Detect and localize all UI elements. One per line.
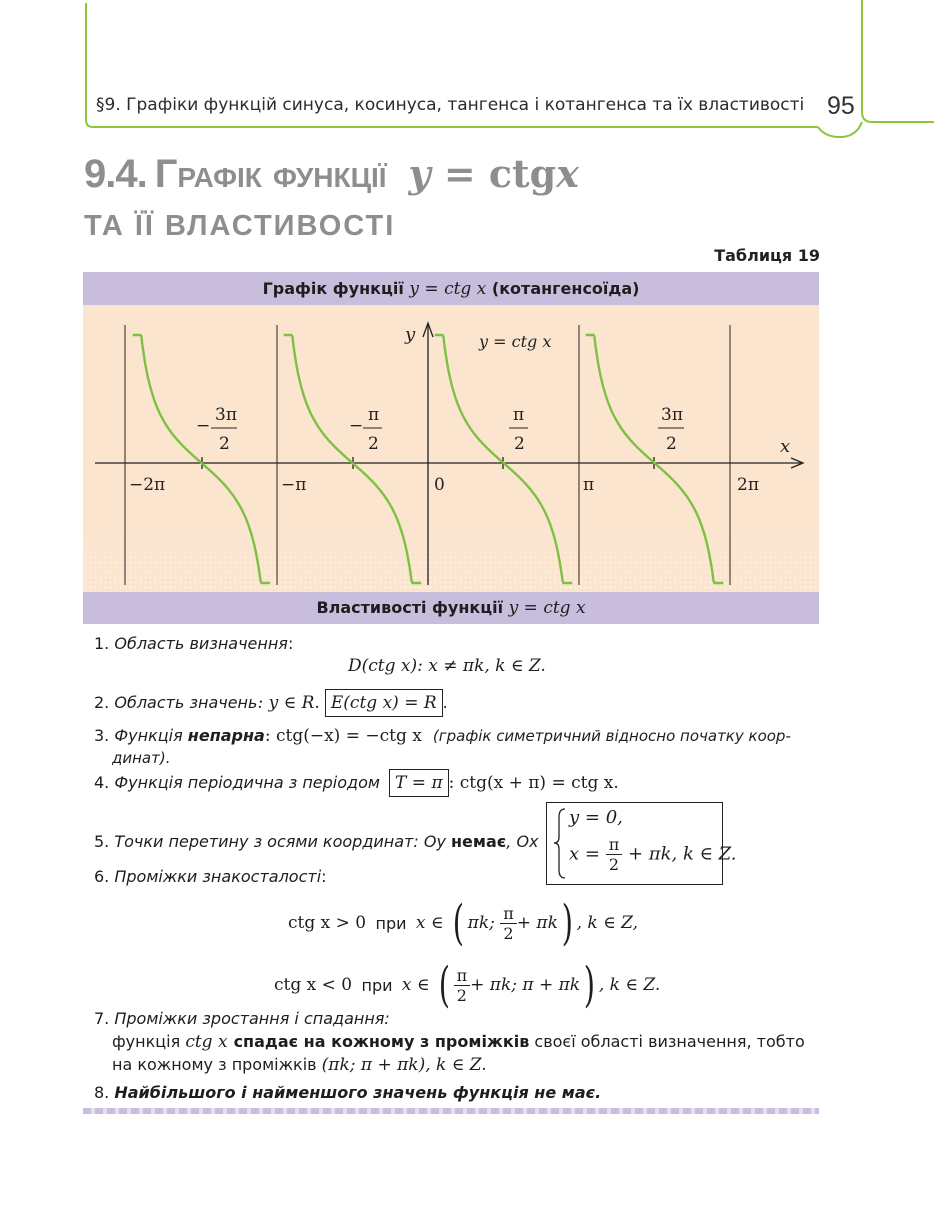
table-bottom-rule	[83, 1108, 819, 1114]
graph-header-pre: Графік функції	[262, 279, 410, 298]
zero-label-minus-pi-2	[349, 405, 382, 454]
property-4-formula: : ctg(x + π) = ctg x.	[448, 773, 619, 793]
property-2-number: 2.	[94, 693, 110, 712]
svg-text:3π: 3π	[215, 405, 237, 425]
curve-label: y = ctg x	[479, 332, 552, 351]
property-7-line-1: функція ctg x спадає на кожному з проміжків своєї області визначення, тобто	[112, 1032, 805, 1052]
running-head: §9. Графіки функцій синуса, косинуса, тангенса і котангенса та їх властивості	[96, 95, 805, 115]
properties-header	[83, 592, 819, 624]
property-7-line-2: на кожному з проміжків (πk; π + πk), k ∈ Z.	[112, 1055, 487, 1075]
property-5-pre: Точки перетину з осями координат: Oy	[114, 832, 451, 851]
property-3-pre: Функція	[114, 726, 188, 745]
header-frame	[0, 0, 934, 140]
svg-text:2: 2	[368, 434, 379, 454]
svg-text:2: 2	[219, 434, 230, 454]
graph-header-formula: y = ctg x	[409, 279, 487, 299]
property-3	[94, 725, 791, 747]
property-4	[94, 769, 619, 797]
property-5-system-box	[546, 802, 737, 885]
tick-label-2pi: 2π	[737, 475, 759, 495]
y-axis-label: y	[405, 324, 416, 345]
property-2	[94, 689, 448, 717]
property-7	[94, 1008, 390, 1030]
property-3-formula: : ctg(−x) = −ctg x	[264, 726, 422, 746]
section-title-formula: y = ctgx	[408, 151, 579, 196]
graph-svg	[83, 305, 819, 592]
property-6-colon: :	[321, 867, 327, 886]
property-3-number: 3.	[94, 726, 110, 745]
property-1-formula: D(ctg x): x ≠ πk, k ∈ Z.	[348, 656, 546, 676]
system-brace	[551, 803, 571, 884]
property-3-bold: непарна	[187, 726, 265, 745]
property-5-bold: немає	[451, 832, 507, 851]
property-1-number: 1.	[94, 634, 110, 653]
properties-header-pre: Властивості функції	[316, 598, 509, 617]
sign-interval-negative: ctg x < 0 при x ∈ ( $\frac{\pi}{2}$ + πk; π + πk) , k ∈ Z.	[274, 957, 661, 1013]
property-3-note-1: (графік симетричний відносно початку коор-	[432, 727, 791, 745]
property-1	[94, 633, 293, 655]
svg-text:π: π	[513, 405, 525, 425]
section-title-line2: ТА ЇЇ ВЛАСТИВОСТІ	[84, 210, 396, 242]
property-8-text: Найбільшого і найменшого значень функція не має.	[114, 1083, 602, 1102]
section-title	[84, 151, 579, 211]
property-1-label: Область визначення	[114, 634, 288, 653]
tick-label-minus-pi: −π	[281, 475, 307, 495]
property-7-number: 7.	[94, 1009, 110, 1028]
property-5	[94, 831, 539, 853]
tick-label-minus-2pi: −2π	[129, 475, 166, 495]
property-5-number: 5.	[94, 832, 110, 851]
cotangent-graph	[83, 305, 819, 592]
property-2-range: : y ∈ R.	[257, 693, 320, 713]
property-8-number: 8.	[94, 1083, 110, 1102]
property-2-label: Область значень	[114, 693, 258, 712]
property-7-label: Проміжки зростання і спадання:	[114, 1009, 390, 1028]
property-2-boxed-formula: E(ctg x) = R	[325, 689, 443, 717]
zero-label-pi-2	[509, 405, 528, 454]
tick-label-pi: π	[583, 475, 595, 495]
zero-label-3pi-2	[658, 405, 684, 454]
tick-label-zero: 0	[434, 475, 445, 495]
zero-label-minus-3pi-2	[196, 405, 237, 454]
svg-text:π: π	[368, 405, 380, 425]
page-number: 95	[827, 92, 855, 120]
svg-text:−: −	[349, 416, 364, 436]
property-1-colon: :	[287, 634, 294, 653]
svg-text:3π: 3π	[661, 405, 683, 425]
sign-interval-positive: ctg x > 0 при x ∈ ( πk; $\frac{\pi}{2}$ + πk) , k ∈ Z,	[288, 895, 639, 951]
graph-header-post: (котангенсоїда)	[486, 279, 640, 298]
table-label: Таблиця 19	[714, 246, 820, 265]
svg-text:−: −	[196, 416, 211, 436]
property-4-number: 4.	[94, 773, 110, 792]
graph-header	[83, 272, 819, 305]
x-axis-label: x	[780, 436, 791, 457]
section-title-word: Графік функції	[154, 152, 387, 196]
svg-text:2: 2	[514, 434, 525, 454]
property-3-note-2: динат).	[112, 749, 171, 767]
system-line-1: y = 0,	[569, 807, 623, 828]
properties-header-formula: y = ctg x	[508, 598, 586, 618]
property-6-number: 6.	[94, 867, 110, 886]
property-4-label: Функція періодична з періодом	[114, 773, 380, 792]
property-2-end: .	[442, 693, 448, 712]
section-number: 9.4.	[84, 152, 147, 196]
property-6	[94, 866, 327, 888]
property-4-boxed-period: T = π	[389, 769, 449, 797]
property-5-post: , Ox	[506, 832, 539, 851]
property-6-label: Проміжки знакосталості	[114, 867, 322, 886]
svg-text:2: 2	[666, 434, 677, 454]
dotted-texture	[83, 530, 819, 592]
property-8	[94, 1082, 601, 1104]
system-line-2: x = $\frac{\pi}{2}$ + πk, k ∈ Z.	[569, 835, 737, 874]
